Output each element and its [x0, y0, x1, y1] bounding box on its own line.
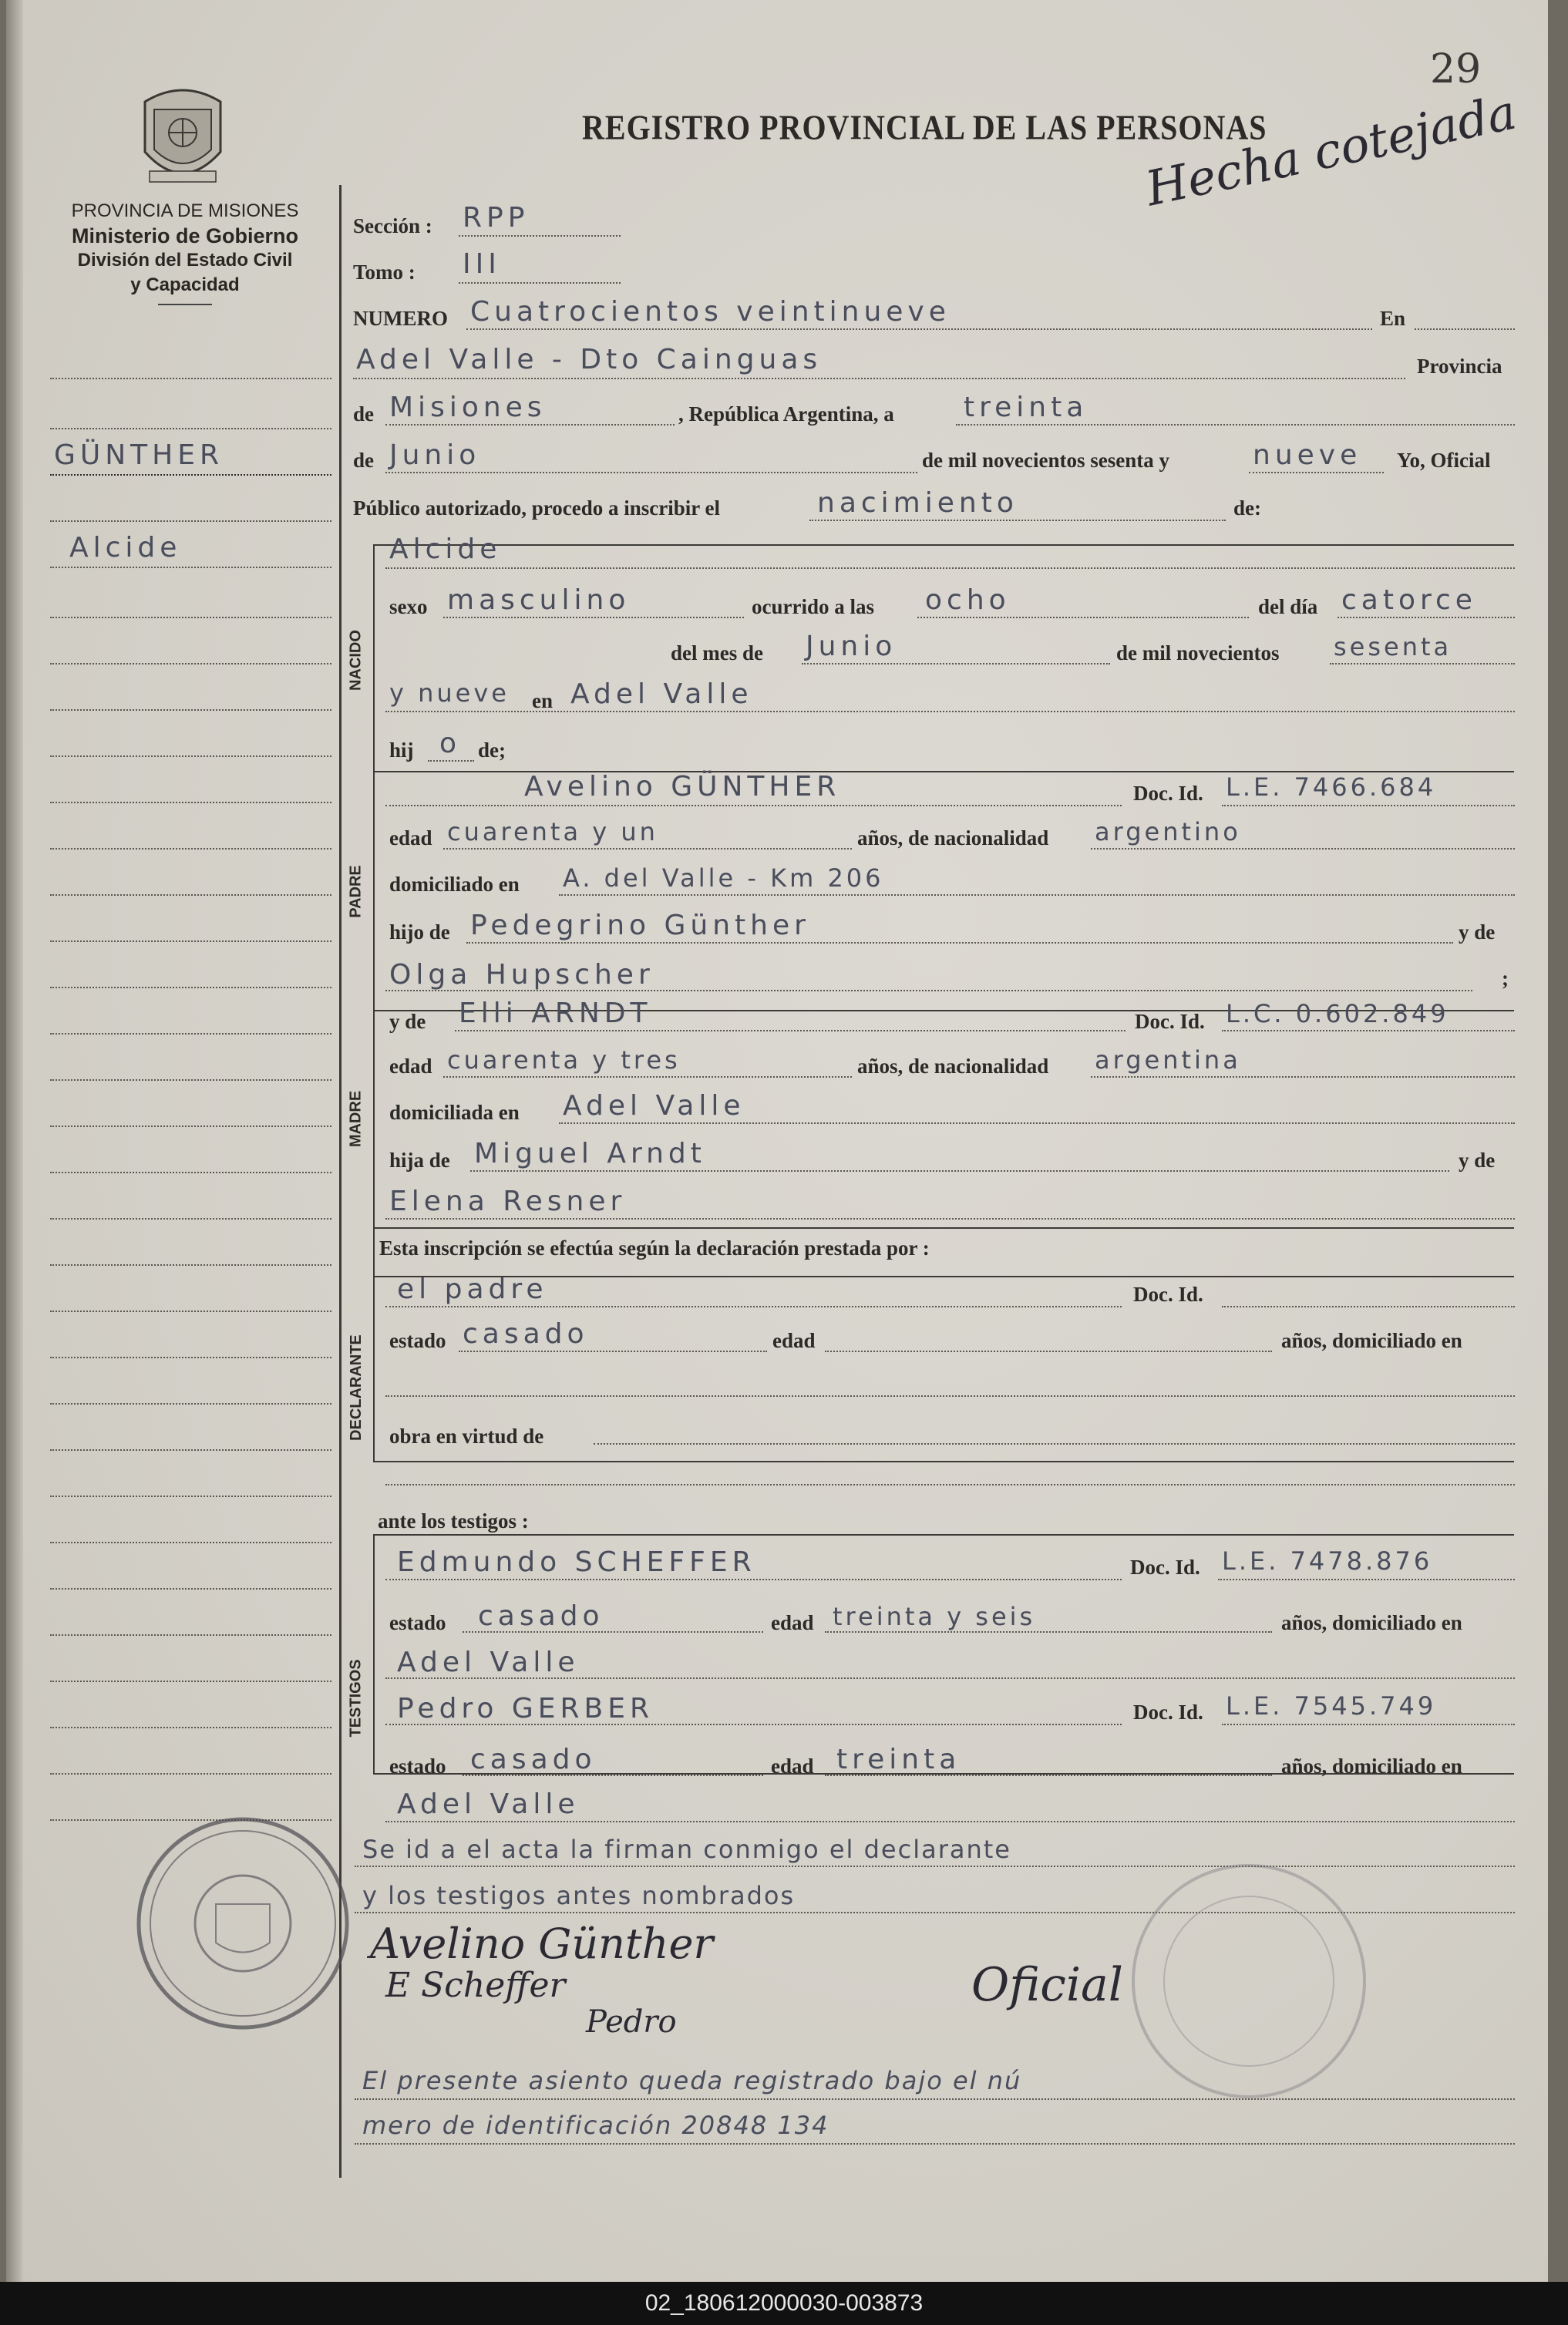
padre-padre-line	[466, 942, 1453, 944]
padre-edad: cuarenta y un	[447, 817, 658, 846]
madre-madre-line	[385, 1218, 1515, 1220]
testigo1-edad-line	[825, 1631, 1272, 1633]
declarante-line	[385, 1306, 1122, 1307]
margin-line-name	[50, 474, 331, 476]
padre-doc: L.E. 7466.684	[1226, 772, 1437, 802]
margin-line	[50, 802, 331, 803]
margin-line	[50, 1449, 331, 1451]
section-border	[373, 544, 375, 1462]
image-id-footer: 02_180612000030-003873	[0, 2282, 1568, 2325]
padre-nac-line	[1091, 848, 1515, 850]
margin-line	[50, 848, 331, 850]
lugar-value: Adel Valle - Dto Cainguas	[356, 344, 823, 375]
registry-stamp-icon	[1118, 1850, 1380, 2112]
mes-inscripcion: Junio	[389, 439, 481, 471]
madre-nacionalidad: argentina	[1095, 1045, 1241, 1075]
testigo2-doc: L.E. 7545.749	[1226, 1691, 1437, 1721]
margin-line	[50, 1172, 331, 1173]
acto-line	[809, 520, 1226, 521]
testigo1-estado-label: estado	[389, 1611, 446, 1634]
dia-nacimiento-line	[1338, 617, 1515, 618]
margin-line	[50, 1033, 331, 1035]
testigo1-edad-label: edad	[771, 1611, 814, 1634]
official-seal-icon	[131, 1812, 355, 2035]
testigos-border	[373, 1534, 375, 1773]
declarante-doc-label: Doc. Id.	[1133, 1283, 1203, 1306]
margin-surname: GÜNTHER	[54, 439, 224, 471]
sexo-value: masculino	[447, 584, 631, 616]
madre-doc: L.C. 0.602.849	[1226, 999, 1449, 1028]
madre-madre: Elena Resner	[389, 1186, 627, 1217]
madre-nombre: Elli ARNDT	[459, 998, 652, 1029]
office-division: División del Estado Civil	[77, 250, 293, 271]
office-divider	[158, 304, 212, 305]
en-label: En	[1380, 307, 1406, 330]
acto-value: nacimiento	[817, 487, 1018, 519]
nacido-top	[373, 544, 1514, 546]
anio-nacimiento-cont: y nueve	[389, 678, 510, 708]
lugar-nacimiento: Adel Valle	[570, 678, 753, 710]
office-province: PROVINCIA DE MISIONES	[71, 200, 299, 221]
madre-nac-line	[1091, 1076, 1515, 1078]
margin-line	[50, 987, 331, 988]
padre-nombre-line	[385, 805, 1122, 806]
madre-doc-line	[1222, 1030, 1515, 1031]
margin-line	[50, 567, 331, 568]
margin-line	[50, 1125, 331, 1127]
madre-domicilio: Adel Valle	[563, 1090, 745, 1122]
margin-line	[50, 1681, 331, 1682]
office-ministry: Ministerio de Gobierno	[71, 224, 299, 247]
testigo2-estado: casado	[470, 1744, 597, 1775]
margin-line	[50, 520, 331, 522]
firma-testigo2: Pedro	[586, 2004, 677, 2040]
mil-novecientos-label: de mil novecientos sesenta y	[922, 449, 1169, 472]
firma-testigo1: E Scheffer	[385, 1966, 566, 2005]
firma-declarante: Avelino Günther	[370, 1920, 714, 1968]
office-capacity: y Capacidad	[130, 274, 240, 295]
testigo2-doc-label: Doc. Id.	[1133, 1701, 1203, 1724]
testigo2-line	[385, 1724, 1122, 1725]
padre-domicilio: A. del Valle - Km 206	[563, 863, 884, 893]
numero-label: NUMERO	[353, 307, 448, 330]
margin-line	[50, 1542, 331, 1543]
page-number: 29	[1430, 46, 1482, 93]
declarante-estado-label: estado	[389, 1329, 446, 1352]
padre-edad-label: edad	[389, 826, 432, 850]
margin-line	[50, 378, 331, 379]
firma-cotejo: Hecha cotejada	[1141, 83, 1522, 217]
padre-y-de-label: y de	[1459, 920, 1496, 944]
madre-padre: Miguel Arndt	[474, 1138, 706, 1169]
madre-hija-label: hija de	[389, 1149, 450, 1172]
anio-nacimiento: sesenta	[1334, 632, 1452, 661]
de-label: de	[353, 402, 374, 426]
testigo2-estado-line	[463, 1775, 763, 1776]
publico-label: Público autorizado, procedo a inscribir el	[353, 496, 720, 520]
padre-nacionalidad: argentino	[1095, 817, 1241, 846]
province-crest-icon	[137, 79, 228, 190]
margin-line	[50, 1773, 331, 1775]
nombre-value: Alcide	[389, 533, 502, 565]
margin-line	[50, 1311, 331, 1312]
madre-edad-line	[443, 1076, 852, 1078]
obra-line2	[385, 1484, 1515, 1486]
anio-nacimiento-line	[1330, 663, 1515, 665]
padre-madre-line	[385, 990, 1472, 991]
dia-nacimiento: catorce	[1341, 584, 1477, 616]
padre-dom-label: domiciliado en	[389, 873, 520, 896]
margin-line	[50, 709, 331, 711]
hora-line	[917, 617, 1249, 618]
hij-label: hij	[389, 739, 414, 762]
testigo2-doc-line	[1222, 1724, 1515, 1725]
testigo2-dom-label: años, domiciliado en	[1281, 1755, 1462, 1778]
margin-line	[50, 1634, 331, 1636]
testigos-label: ante los testigos :	[378, 1509, 529, 1533]
book-spine	[6, 0, 23, 2282]
padre-nombre: Avelino GÜNTHER	[524, 771, 841, 802]
document-title: REGISTRO PROVINCIAL DE LAS PERSONAS	[582, 107, 1267, 147]
madre-side-label: MADRE	[347, 1090, 365, 1148]
en-line	[1415, 328, 1515, 330]
margin-line	[50, 1496, 331, 1497]
provincia-line	[385, 424, 675, 426]
nota-line2	[355, 2143, 1515, 2145]
padre-edad-line	[443, 848, 852, 850]
testigos-side-label: TESTIGOS	[347, 1659, 365, 1738]
margin-line	[50, 1403, 331, 1405]
madre-nombre-line	[455, 1030, 1126, 1031]
margin-line	[50, 617, 331, 618]
margin-line	[50, 1264, 331, 1266]
nacido-side-label: NACIDO	[347, 630, 365, 691]
en2-label: en	[532, 689, 553, 712]
mes-inscripcion-line	[385, 472, 917, 473]
madre-dom-line	[559, 1122, 1515, 1124]
republica-label: , República Argentina, a	[678, 402, 894, 426]
dia-inscripcion-line	[956, 424, 1515, 426]
testigo1-estado: casado	[478, 1600, 604, 1632]
nota-linea2: mero de identificación 20848 134	[362, 2111, 829, 2140]
testigo2-estado-label: estado	[389, 1755, 446, 1778]
nombre-line	[385, 567, 1515, 569]
testigo2-edad-line	[825, 1775, 1272, 1776]
madre-nac-label: años, de nacionalidad	[857, 1055, 1049, 1078]
testigo2-edad: treinta	[836, 1744, 961, 1775]
margin-line	[50, 755, 331, 757]
provincia-value: Misiones	[389, 392, 547, 423]
padre-doc-label: Doc. Id.	[1133, 782, 1203, 805]
cierre-linea1: Se id a el acta la firman conmigo el declarante	[362, 1835, 1011, 1864]
margin-line	[50, 1357, 331, 1358]
margin-given-name: Alcide	[69, 532, 182, 564]
testigo1-estado-line	[463, 1631, 763, 1633]
padre-side-label: PADRE	[347, 865, 365, 918]
sexo-label: sexo	[389, 595, 428, 618]
margin-line	[50, 940, 331, 942]
de-semi-label: de;	[478, 739, 506, 762]
de2-label: de	[353, 449, 374, 472]
margin-line	[50, 894, 331, 896]
madre-padre-line	[470, 1170, 1449, 1172]
de-colon-label: de:	[1233, 496, 1261, 520]
padre-padre: Pedegrino Günther	[470, 910, 810, 941]
dia-inscripcion: treinta	[964, 392, 1089, 423]
testigo2-edad-label: edad	[771, 1755, 814, 1778]
inscripcion-label: Esta inscripción se efectúa según la declaración prestada por :	[379, 1237, 930, 1260]
padre-dom-line	[559, 894, 1515, 896]
mes-nacimiento: Junio	[806, 631, 897, 662]
tomo-value: III	[463, 248, 501, 280]
hij-value: o	[439, 728, 462, 759]
numero-value: Cuatrocientos veintinueve	[470, 296, 951, 328]
padre-doc-line	[1222, 805, 1515, 806]
padre-hijo-label: hijo de	[389, 920, 450, 944]
obra-line	[594, 1443, 1515, 1445]
lugar-line	[353, 378, 1405, 379]
madre-doc-label: Doc. Id.	[1135, 1010, 1205, 1033]
nota-linea1: El presente asiento queda registrado bajo el nú	[362, 2066, 1022, 2095]
seccion-line	[459, 235, 621, 237]
madre-y-de-label: y de	[389, 1010, 426, 1033]
anio-inscripcion-line	[1249, 472, 1384, 473]
de-mil-label: de mil novecientos	[1116, 641, 1280, 665]
margin-line	[50, 1079, 331, 1081]
del-mes-label: del mes de	[671, 641, 763, 665]
declarante-edad-line	[825, 1351, 1272, 1352]
numero-line	[466, 328, 1372, 330]
issuing-office	[31, 199, 339, 305]
margin-line	[50, 1588, 331, 1590]
yo-oficial-label: Yo, Oficial	[1397, 449, 1491, 472]
cierre-linea2: y los testigos antes nombrados	[362, 1881, 796, 1910]
testigo1-domicilio: Adel Valle	[397, 1647, 580, 1678]
declarante-doc-line	[1222, 1306, 1515, 1307]
lugar-nacimiento-line	[385, 711, 1515, 712]
anio-inscripcion: nueve	[1253, 439, 1362, 471]
testigo1-line	[385, 1579, 1122, 1580]
hora-value: ocho	[925, 584, 1011, 616]
testigo1-dom-label: años, domiciliado en	[1281, 1611, 1462, 1634]
padre-semi-label: ;	[1502, 967, 1509, 990]
sexo-line	[443, 617, 744, 618]
declarante-estado-line	[459, 1351, 767, 1352]
seccion-value: RPP	[463, 202, 530, 234]
del-dia-label: del día	[1258, 595, 1318, 618]
padre-nac-label: años, de nacionalidad	[857, 826, 1049, 850]
mes-nacimiento-line	[802, 663, 1110, 665]
madre-edad: cuarenta y tres	[447, 1045, 681, 1075]
provincia-label: Provincia	[1417, 355, 1502, 378]
margin-line	[50, 663, 331, 665]
declarante-nombre: el padre	[397, 1274, 548, 1305]
margin-line	[50, 1218, 331, 1220]
madre-edad-label: edad	[389, 1055, 432, 1078]
padre-madre: Olga Hupscher	[389, 959, 654, 991]
madre-bottom	[373, 1227, 1514, 1229]
testigo1-doc: L.E. 7478.876	[1222, 1546, 1433, 1576]
tomo-line	[459, 282, 621, 284]
declarante-dom-line	[385, 1395, 1515, 1397]
margin-line	[50, 428, 331, 429]
testigo1-nombre: Edmundo SCHEFFER	[397, 1546, 756, 1578]
madre-y-de2-label: y de	[1459, 1149, 1496, 1172]
declarante-edad-label: edad	[772, 1329, 816, 1352]
firma-oficial: Oficial	[971, 1958, 1123, 2012]
testigo1-doc-label: Doc. Id.	[1130, 1556, 1200, 1579]
testigo2-nombre: Pedro GERBER	[397, 1693, 654, 1724]
obra-label: obra en virtud de	[389, 1425, 544, 1448]
testigo2-domicilio: Adel Valle	[397, 1788, 580, 1820]
madre-dom-label: domiciliada en	[389, 1101, 520, 1124]
testigo2-dom-line	[385, 1821, 1515, 1822]
tomo-label: Tomo :	[353, 261, 416, 284]
seccion-label: Sección :	[353, 214, 432, 237]
declarante-side-label: DECLARANTE	[348, 1334, 365, 1441]
declarante-bottom	[373, 1461, 1514, 1462]
testigos-top	[373, 1534, 1514, 1536]
testigo1-dom-line	[385, 1677, 1515, 1679]
testigo1-doc-line	[1218, 1579, 1515, 1580]
testigo1-edad: treinta y seis	[833, 1602, 1036, 1631]
hij-line	[428, 760, 474, 762]
margin-line	[50, 1727, 331, 1728]
declarante-dom-label: años, domiciliado en	[1281, 1329, 1462, 1352]
ocurrido-label: ocurrido a las	[752, 595, 874, 618]
declarante-estado: casado	[463, 1318, 589, 1350]
